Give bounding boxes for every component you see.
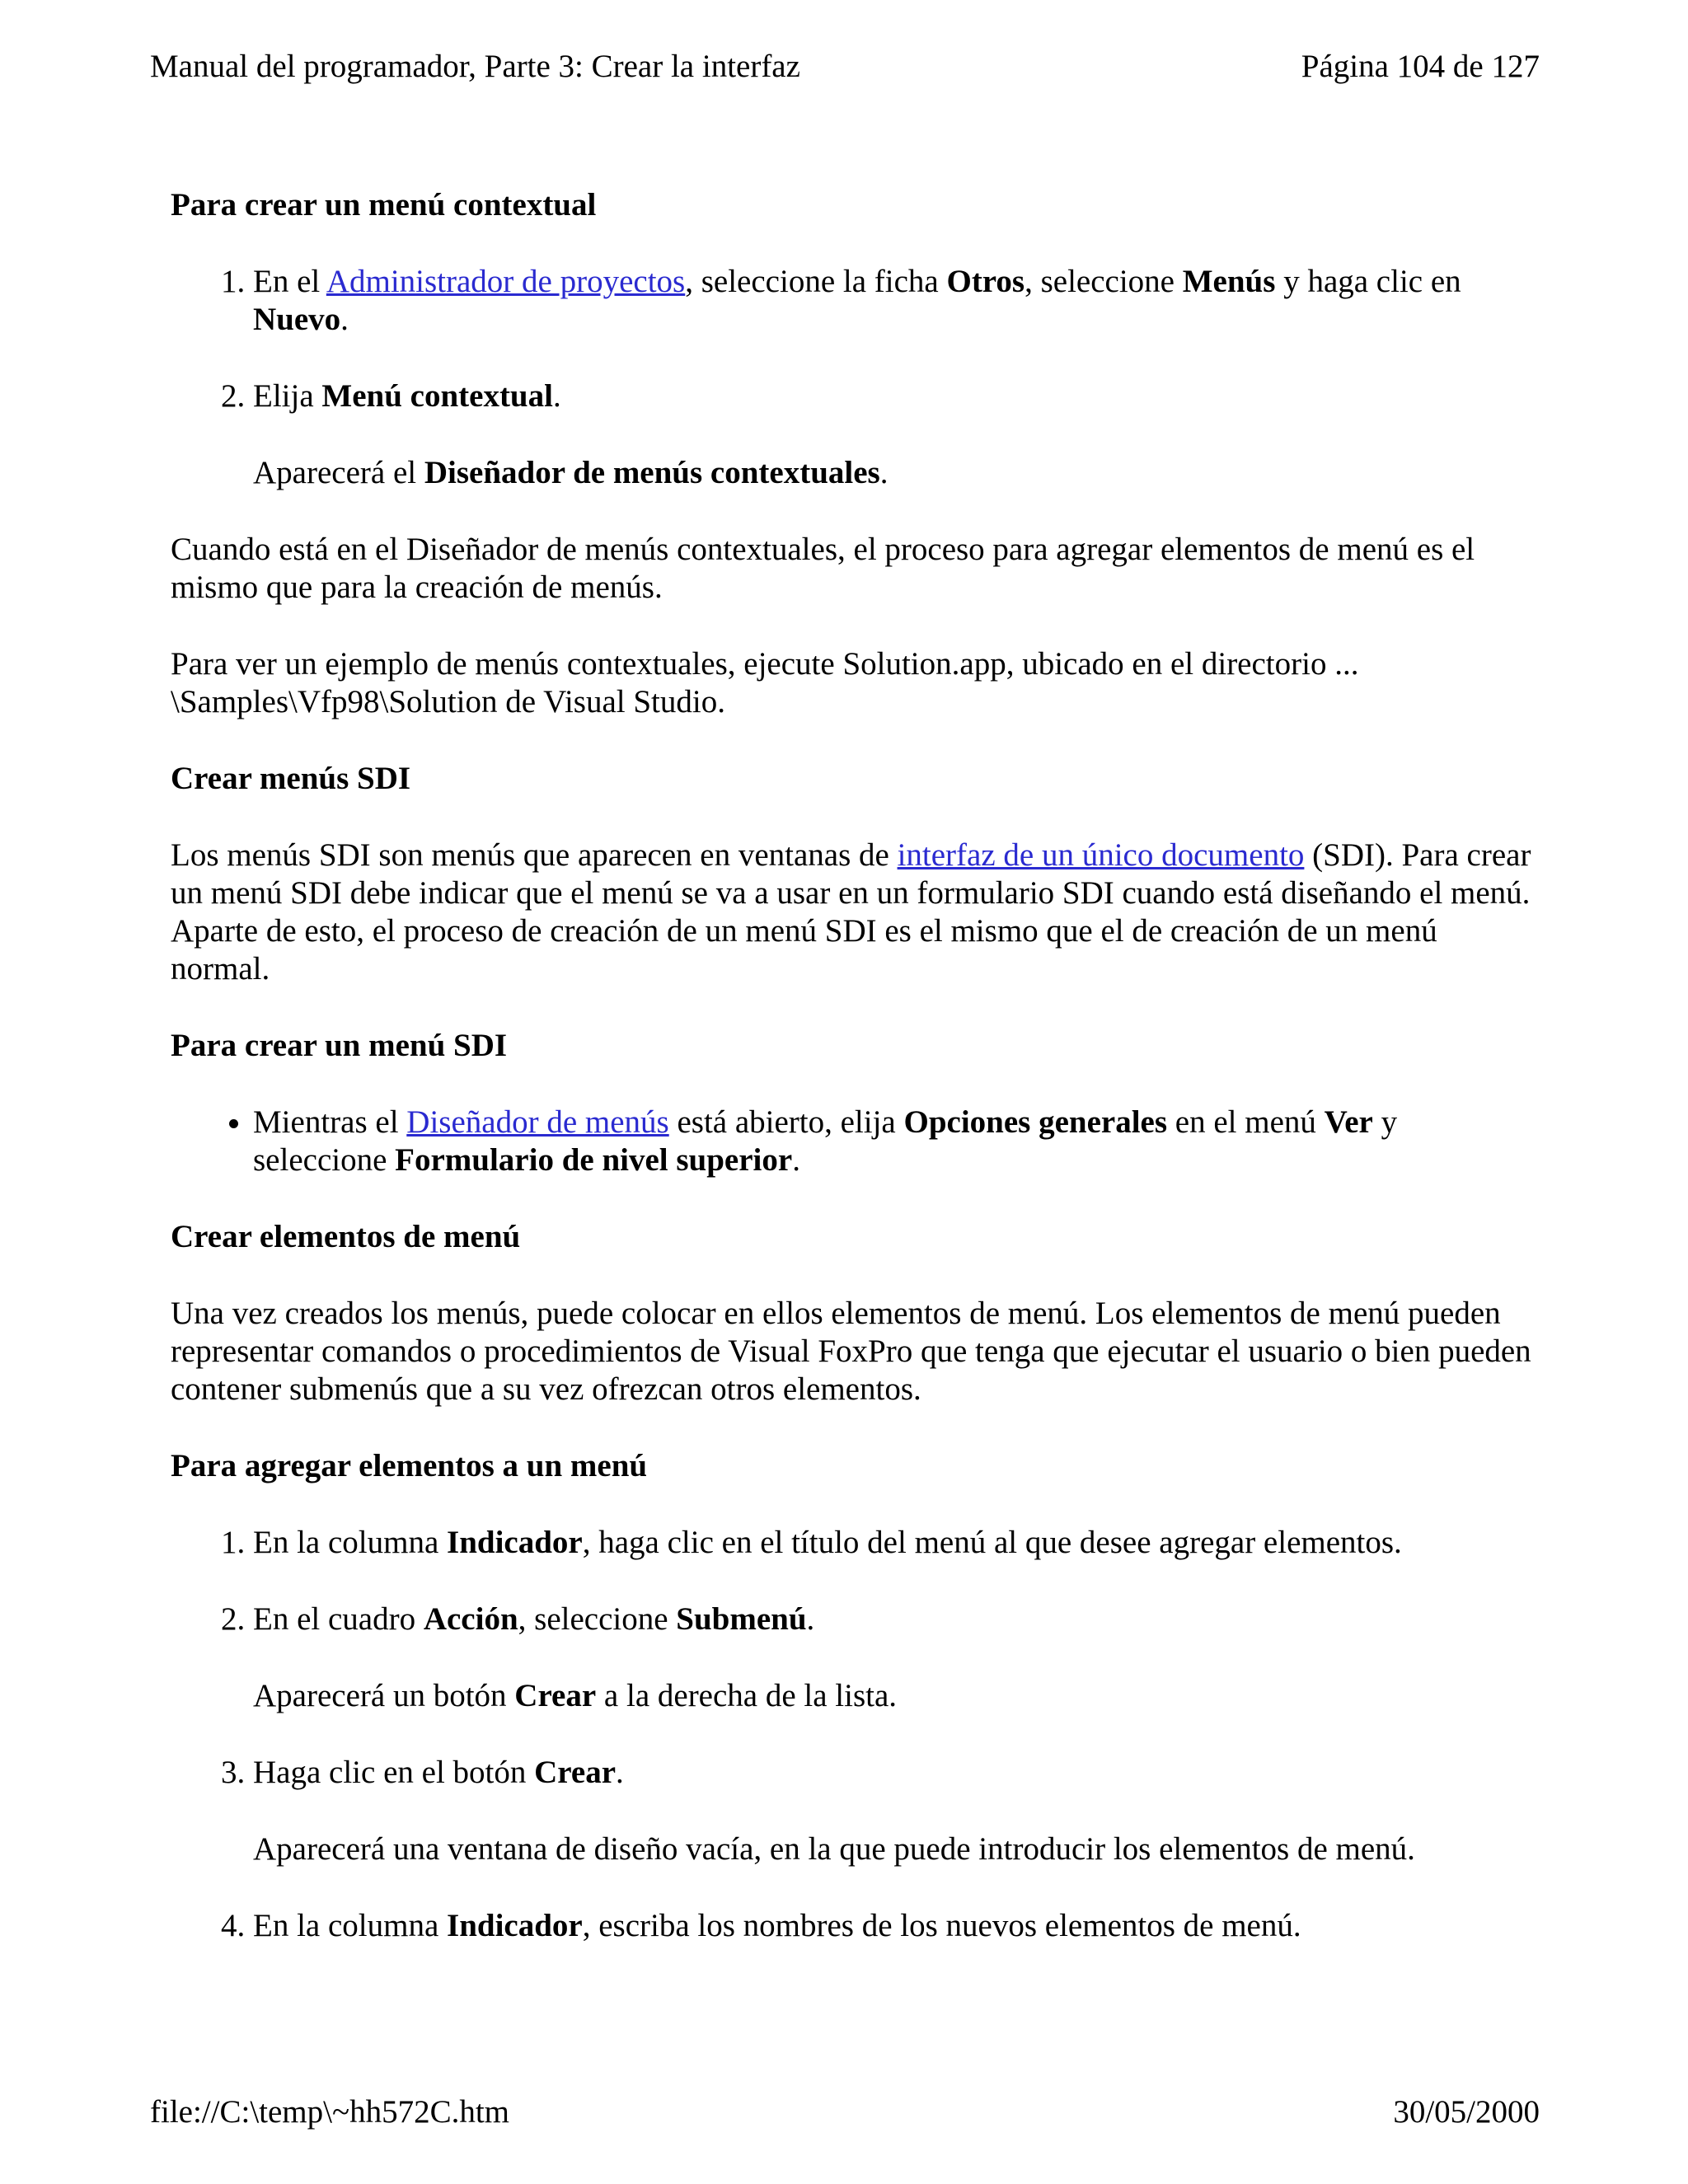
page-header <box>150 48 1540 86</box>
document-title: Manual del programador, Parte 3: Crear la interfaz <box>150 49 800 84</box>
list-item: 4. En la columna Indicador, escriba los nombres de los nuevos elementos de menú. <box>253 1907 1539 1945</box>
paragraph: Una vez creados los menús, puede colocar en ellos elementos de menú. Los elementos de menú pueden representar comandos o procedimientos de Visual FoxPro que tenga que ejecutar el usuario o bien pueden contener submenús que a su vez ofrezcan otros elementos. <box>171 1296 1531 1407</box>
link-disenador-menus[interactable]: Diseñador de menús <box>406 1104 669 1140</box>
heading-crear-menu-contextual: Para crear un menú contextual <box>171 187 597 223</box>
heading-crear-menus-sdi: Crear menús SDI <box>171 761 411 796</box>
list-item: 3. Haga clic en el botón Crear. Aparecerá una ventana de diseño vacía, en la que puede introducir los elementos de menú. <box>253 1754 1539 1868</box>
step-note: Aparecerá un botón Crear a la derecha de la lista. <box>253 1678 898 1713</box>
bullets-menu-sdi <box>171 1104 1539 1179</box>
list-item: 1. En la columna Indicador, haga clic en el título del menú al que desee agregar elementos. <box>253 1524 1539 1562</box>
heading-agregar-elementos: Para agregar elementos a un menú <box>171 1448 648 1483</box>
link-administrador-proyectos[interactable]: Administrador de proyectos <box>326 264 686 299</box>
steps-menu-contextual <box>171 263 1539 492</box>
page-number: Página 104 de 127 <box>1301 49 1540 84</box>
list-item: • Mientras el Diseñador de menús está abierto, elija Opciones generales en el menú Ver y seleccione Formulario de nivel superior. <box>253 1104 1539 1179</box>
paragraph: Para ver un ejemplo de menús contextuales, ejecute Solution.app, ubicado en el directorio ... \Samples\Vfp98\Solution de Visual Studio. <box>171 646 1359 719</box>
page-footer <box>150 2093 1540 2131</box>
heading-crear-elementos-menu: Crear elementos de menú <box>171 1219 521 1254</box>
steps-agregar-elementos <box>171 1524 1539 1945</box>
paragraph: Cuando está en el Diseñador de menús contextuales, el proceso para agregar elementos de menú es el mismo que para la creación de menús. <box>171 532 1475 605</box>
step-note: Aparecerá una ventana de diseño vacía, en la que puede introducir los elementos de menú. <box>253 1831 1415 1867</box>
list-item: 2. En el cuadro Acción, seleccione Submenú. Aparecerá un botón Crear a la derecha de la lista. <box>253 1601 1539 1715</box>
list-item: 2. Elija Menú contextual. Aparecerá el Diseñador de menús contextuales. <box>253 377 1539 492</box>
file-path: file://C:\temp\~hh572C.htm <box>150 2094 510 2130</box>
step-note: Aparecerá el Diseñador de menús contextuales. <box>253 455 889 490</box>
print-date: 30/05/2000 <box>1393 2094 1540 2130</box>
heading-crear-menu-sdi: Para crear un menú SDI <box>171 1028 508 1063</box>
link-interfaz-unico-documento[interactable]: interfaz de un único documento <box>897 837 1305 873</box>
paragraph: Los menús SDI son menús que aparecen en ventanas de interfaz de un único documento (SDI). Para crear un menú SDI debe indicar que el menú se va a usar en un formulario SDI cuando está diseñando el menú. Aparte de esto, el proceso de creación de un menú SDI es el mismo que el de creación de un menú normal. <box>171 837 1531 987</box>
document-body <box>171 186 1539 1984</box>
list-item: 1. En el Administrador de proyectos, seleccione la ficha Otros, seleccione Menús y haga clic en Nuevo. <box>253 263 1539 339</box>
